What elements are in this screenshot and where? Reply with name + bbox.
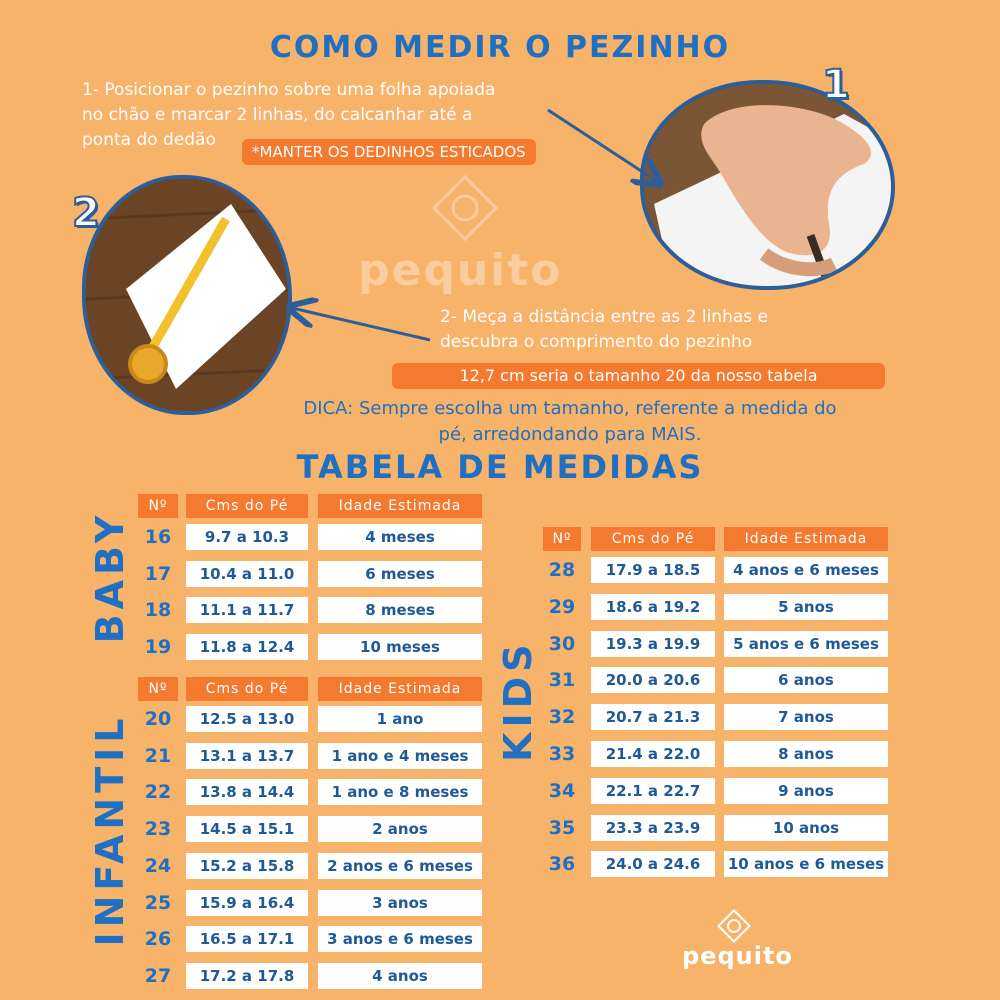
size-number: 23 xyxy=(144,818,172,840)
step1-note: *MANTER OS DEDINHOS ESTICADOS xyxy=(242,139,536,165)
size-number: 21 xyxy=(144,745,172,767)
foot-length-cell: 11.8 a 12.4 xyxy=(186,634,308,660)
foot-length-cell: 20.7 a 21.3 xyxy=(591,704,715,730)
foot-length-cell: 17.9 a 18.5 xyxy=(591,557,715,583)
foot-length-cell: 12.5 a 13.0 xyxy=(186,706,308,732)
group-label-baby: BABY xyxy=(88,510,132,644)
foot-length-cell: 13.8 a 14.4 xyxy=(186,779,308,805)
foot-length-cell: 14.5 a 15.1 xyxy=(186,816,308,842)
pequito-logo-icon xyxy=(714,906,754,946)
page-title: COMO MEDIR O PEZINHO xyxy=(269,30,731,65)
size-number: 36 xyxy=(548,853,576,875)
age-cell: 4 anos xyxy=(318,963,482,989)
size-number: 24 xyxy=(144,855,172,877)
column-header-cms: Cms do Pé xyxy=(186,677,308,701)
age-cell: 5 anos xyxy=(724,594,888,620)
foot-length-cell: 13.1 a 13.7 xyxy=(186,743,308,769)
column-header-age: Idade Estimada xyxy=(724,527,888,551)
size-number: 29 xyxy=(548,596,576,618)
age-cell: 9 anos xyxy=(724,778,888,804)
foot-length-cell: 11.1 a 11.7 xyxy=(186,597,308,623)
step2-number: 2 xyxy=(72,190,100,236)
foot-length-cell: 18.6 a 19.2 xyxy=(591,594,715,620)
size-number: 31 xyxy=(548,669,576,691)
column-header-cms: Cms do Pé xyxy=(186,494,308,518)
step1-line: no chão e marcar 2 linhas, do calcanhar até a xyxy=(82,105,473,125)
size-number: 27 xyxy=(144,965,172,987)
size-number: 26 xyxy=(144,928,172,950)
brand-logo: pequito xyxy=(682,942,793,970)
size-number: 19 xyxy=(144,636,172,658)
foot-length-cell: 17.2 a 17.8 xyxy=(186,963,308,989)
age-cell: 8 meses xyxy=(318,597,482,623)
age-cell: 1 ano xyxy=(318,706,482,732)
table-title: TABELA DE MEDIDAS xyxy=(296,448,704,486)
foot-length-cell: 19.3 a 19.9 xyxy=(591,631,715,657)
column-header-num: Nº xyxy=(543,527,581,551)
foot-length-cell: 15.2 a 15.8 xyxy=(186,853,308,879)
size-number: 33 xyxy=(548,743,576,765)
foot-length-cell: 24.0 a 24.6 xyxy=(591,851,715,877)
size-number: 20 xyxy=(144,708,172,730)
size-number: 28 xyxy=(548,559,576,581)
age-cell: 1 ano e 4 meses xyxy=(318,743,482,769)
group-label-kids: KIDS xyxy=(496,639,540,762)
age-cell: 3 anos xyxy=(318,890,482,916)
age-cell: 4 meses xyxy=(318,524,482,550)
watermark-text: pequito xyxy=(358,245,563,296)
step1-number: 1 xyxy=(822,62,850,108)
tip-line: DICA: Sempre escolha um tamanho, referente a medida do xyxy=(303,398,837,419)
step2-line: descubra o comprimento do pezinho xyxy=(440,332,753,352)
column-header-age: Idade Estimada xyxy=(318,677,482,701)
foot-length-cell: 15.9 a 16.4 xyxy=(186,890,308,916)
foot-length-cell: 16.5 a 17.1 xyxy=(186,926,308,952)
column-header-num: Nº xyxy=(138,677,178,701)
size-number: 16 xyxy=(144,526,172,548)
column-header-cms: Cms do Pé xyxy=(591,527,715,551)
age-cell: 10 anos e 6 meses xyxy=(724,851,888,877)
size-number: 34 xyxy=(548,780,576,802)
foot-length-cell: 22.1 a 22.7 xyxy=(591,778,715,804)
column-header-age: Idade Estimada xyxy=(318,494,482,518)
size-number: 32 xyxy=(548,706,576,728)
age-cell: 8 anos xyxy=(724,741,888,767)
size-number: 30 xyxy=(548,633,576,655)
age-cell: 2 anos e 6 meses xyxy=(318,853,482,879)
column-header-num: Nº xyxy=(138,494,178,518)
age-cell: 10 meses xyxy=(318,634,482,660)
tip-text xyxy=(220,396,920,448)
step1-line: 1- Posicionar o pezinho sobre uma folha apoiada xyxy=(82,80,496,100)
tip-line: pé, arredondando para MAIS. xyxy=(438,424,702,445)
foot-length-cell: 20.0 a 20.6 xyxy=(591,667,715,693)
size-number: 18 xyxy=(144,599,172,621)
age-cell: 10 anos xyxy=(724,815,888,841)
group-label-infantil: INFANTIL xyxy=(88,713,132,947)
age-cell: 1 ano e 8 meses xyxy=(318,779,482,805)
foot-length-cell: 10.4 a 11.0 xyxy=(186,561,308,587)
age-cell: 5 anos e 6 meses xyxy=(724,631,888,657)
foot-length-cell: 23.3 a 23.9 xyxy=(591,815,715,841)
foot-length-cell: 21.4 a 22.0 xyxy=(591,741,715,767)
age-cell: 3 anos e 6 meses xyxy=(318,926,482,952)
size-number: 17 xyxy=(144,563,172,585)
foot-length-cell: 9.7 a 10.3 xyxy=(186,524,308,550)
age-cell: 7 anos xyxy=(724,704,888,730)
size-number: 25 xyxy=(144,892,172,914)
age-cell: 6 anos xyxy=(724,667,888,693)
age-cell: 2 anos xyxy=(318,816,482,842)
size-number: 35 xyxy=(548,817,576,839)
step2-line: 2- Meça a distância entre as 2 linhas e xyxy=(440,307,768,327)
step2-text xyxy=(440,305,880,355)
age-cell: 4 anos e 6 meses xyxy=(724,557,888,583)
size-number: 22 xyxy=(144,781,172,803)
step1-line: ponta do dedão xyxy=(82,130,216,150)
age-cell: 6 meses xyxy=(318,561,482,587)
step2-note: 12,7 cm seria o tamanho 20 da nosso tabela xyxy=(392,363,885,389)
